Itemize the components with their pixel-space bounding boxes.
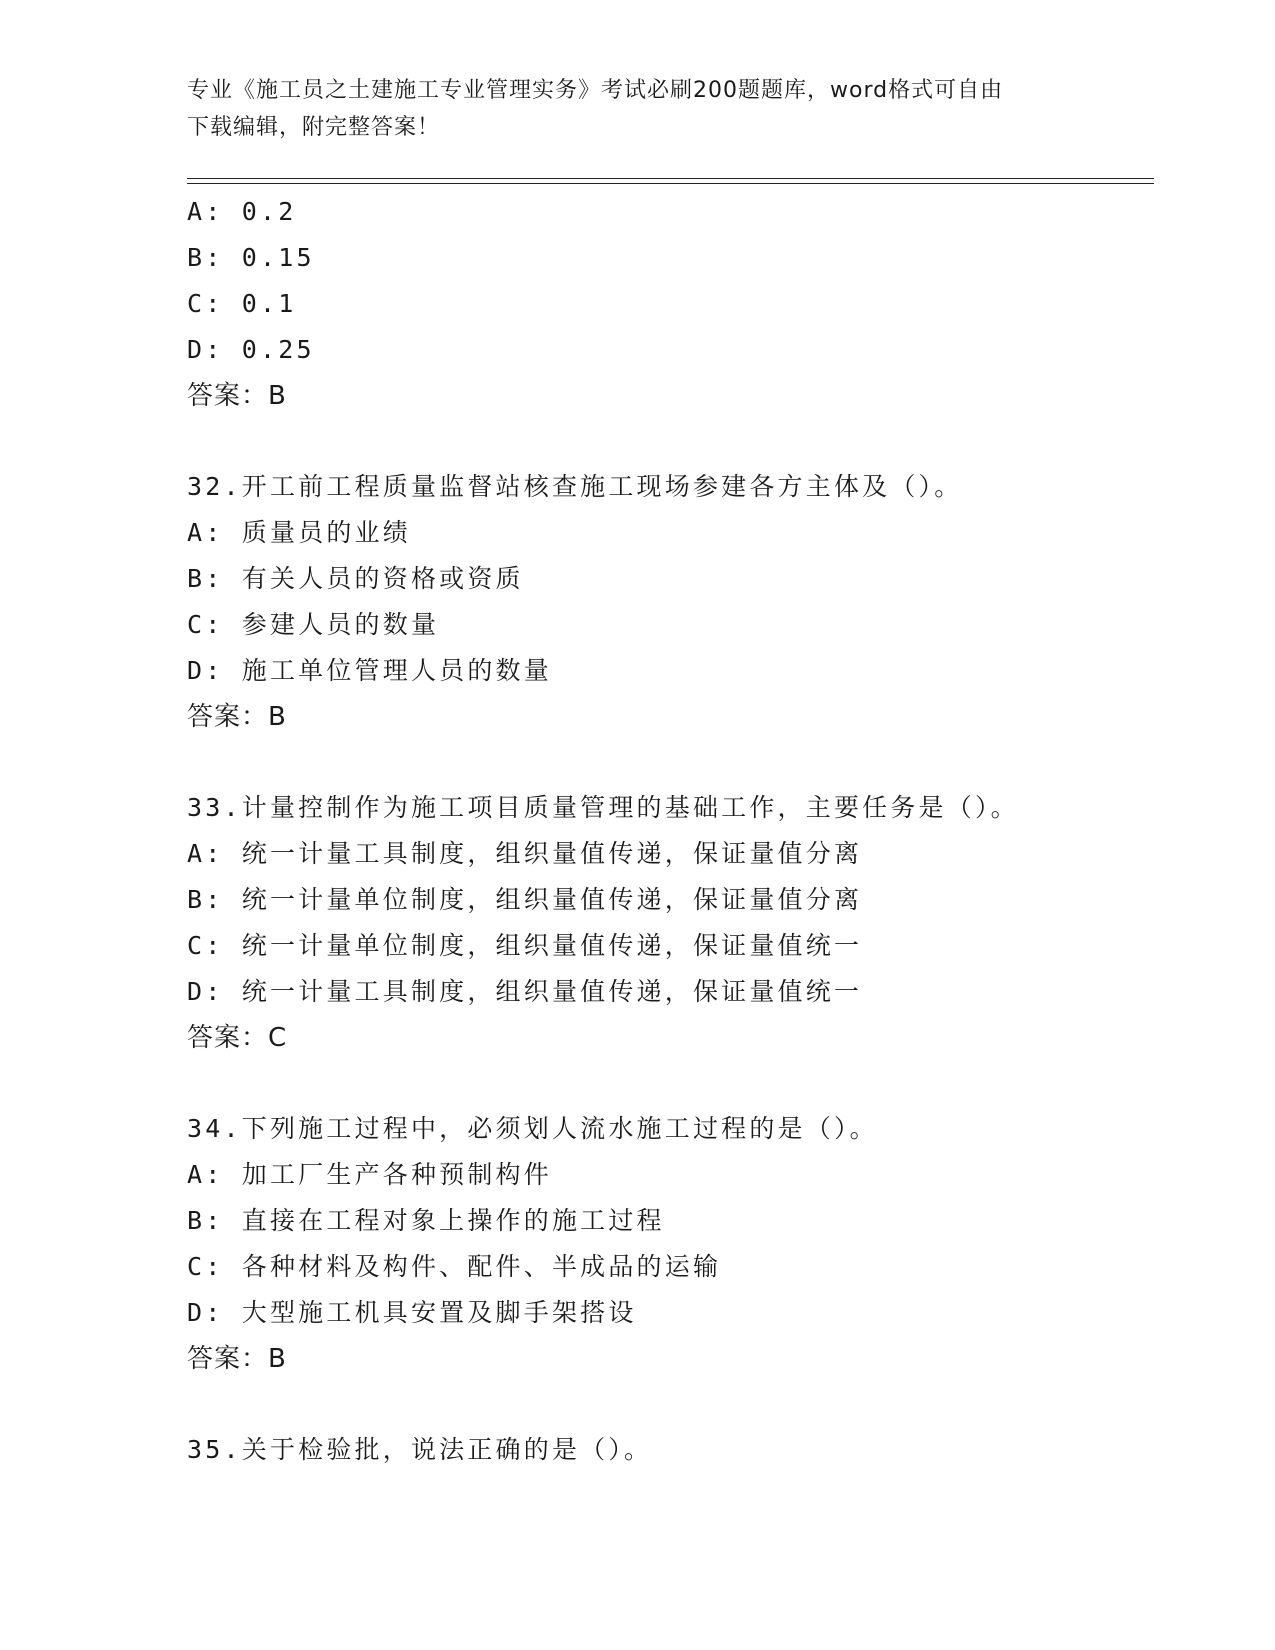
answer-label: 答案：B xyxy=(187,702,287,732)
question-text: 32.开工前工程质量监督站核查施工现场参建各方主体及（）。 xyxy=(187,472,963,501)
option-b: B: 直接在工程对象上操作的施工过程 xyxy=(187,1206,665,1235)
option-c: C: 统一计量单位制度，组织量值传递，保证量值统一 xyxy=(187,931,863,960)
option-c: C: 0.1 xyxy=(187,289,297,318)
option-a: A: 加工厂生产各种预制构件 xyxy=(187,1160,552,1189)
header-divider-top xyxy=(187,178,1154,179)
option-d: D: 大型施工机具安置及脚手架搭设 xyxy=(187,1298,637,1327)
question-block-33 xyxy=(187,785,1147,1061)
header-divider-bottom xyxy=(187,183,1154,184)
question-block-34 xyxy=(187,1106,1147,1382)
question-list xyxy=(187,189,1147,1473)
question-block-32 xyxy=(187,464,1147,740)
question-text: 35.关于检验批，说法正确的是（）。 xyxy=(187,1435,653,1464)
option-a: A: 质量员的业绩 xyxy=(187,518,411,547)
option-d: D: 施工单位管理人员的数量 xyxy=(187,656,552,685)
option-a: A: 统一计量工具制度，组织量值传递，保证量值分离 xyxy=(187,839,863,868)
answer-label: 答案：C xyxy=(187,1023,288,1053)
document-header xyxy=(187,72,1077,146)
option-b: B: 0.15 xyxy=(187,243,315,272)
option-d: D: 统一计量工具制度，组织量值传递，保证量值统一 xyxy=(187,977,863,1006)
question-text: 34.下列施工过程中，必须划人流水施工过程的是（）。 xyxy=(187,1114,878,1143)
option-a: A: 0.2 xyxy=(187,197,297,226)
option-b: B: 统一计量单位制度，组织量值传递，保证量值分离 xyxy=(187,885,863,914)
answer-label: 答案：B xyxy=(187,381,287,411)
header-line-1: 专业《施工员之土建施工专业管理实务》考试必刷200题题库，word格式可自由 xyxy=(187,78,1004,103)
header-line-2: 下载编辑，附完整答案！ xyxy=(187,115,441,140)
question-text: 33.计量控制作为施工项目质量管理的基础工作，主要任务是（）。 xyxy=(187,793,1019,822)
option-b: B: 有关人员的资格或资质 xyxy=(187,564,524,593)
option-c: C: 参建人员的数量 xyxy=(187,610,440,639)
question-block-35 xyxy=(187,1427,1147,1473)
answer-label: 答案：B xyxy=(187,1344,287,1374)
option-c: C: 各种材料及构件、配件、半成品的运输 xyxy=(187,1252,722,1281)
question-block-31 xyxy=(187,189,1147,419)
option-d: D: 0.25 xyxy=(187,335,315,364)
